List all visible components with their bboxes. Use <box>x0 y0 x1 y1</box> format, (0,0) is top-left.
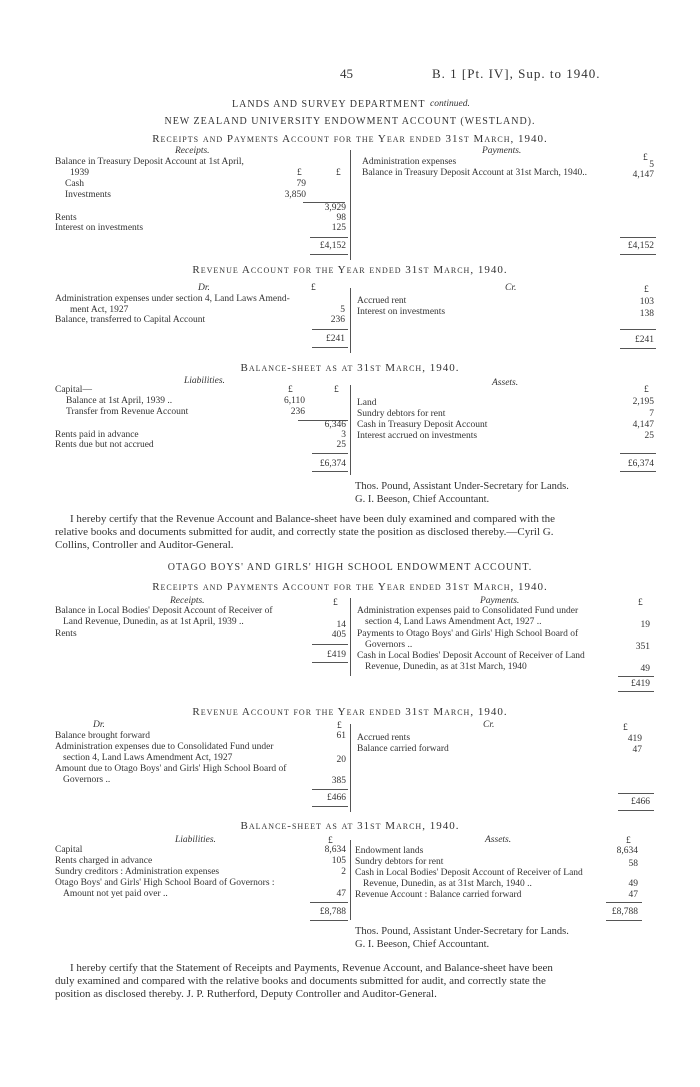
otago-rev-debit-3b: Governors .. <box>63 775 111 785</box>
nzu-bs-assets: Assets. <box>492 378 519 388</box>
department-continued: continued. <box>430 99 470 109</box>
otago-bs-liab-4b: Amount not yet paid over .. <box>63 889 168 899</box>
otago-bs-title: Balance-sheet as at 31st March, 1940. <box>240 820 460 832</box>
nzu-rp-rents-value: 98 <box>336 213 346 223</box>
otago-certificate-line-1: I hereby certify that the Statement of Receipts and Payments, Revenue Account, and Balance-sheet have been <box>70 962 553 974</box>
otago-payments-heading: Payments. <box>480 596 520 606</box>
otago-bs-asset-4-value: 47 <box>628 890 638 900</box>
nzu-rev-debit-1-value: 5 <box>340 305 345 315</box>
nzu-bs-asset-2-value: 7 <box>649 409 654 419</box>
otago-rev-debit-1-value: 61 <box>336 731 346 741</box>
otago-rev-credit-total: £466 <box>631 797 650 807</box>
otago-receipts-heading: Receipts. <box>170 596 205 606</box>
otago-bs-asset-3-value: 49 <box>628 879 638 889</box>
otago-rp-receipt-1b: Land Revenue, Dunedin, as at 1st April, 1939 .. <box>63 617 244 627</box>
otago-rev-debit-3-value: 385 <box>331 776 346 786</box>
nzu-rp-interest-label: Interest on investments <box>55 223 144 233</box>
nzu-rev-dr: Dr. <box>198 283 210 293</box>
nzu-rev-debit-1: Administration expenses under section 4, Land Laws Amend- <box>55 294 290 304</box>
otago-bs-asset-1: Endowment lands <box>355 846 424 856</box>
otago-bs-asset-2-value: 58 <box>628 859 638 869</box>
otago-rp-payment-2b: Governors .. <box>365 640 413 650</box>
nzu-rp-payment-1-value: 5 <box>649 160 654 170</box>
nzu-bs-asset-3-value: 4,147 <box>632 420 654 430</box>
otago-account-title: OTAGO BOYS' AND GIRLS' HIGH SCHOOL ENDOWMENT ACCOUNT. <box>167 562 533 573</box>
otago-bs-liab-1: Capital <box>55 845 83 855</box>
nzu-rp-pound-outer: £ <box>336 168 341 178</box>
nzu-rev-debit-2: Balance, transferred to Capital Account <box>55 315 206 325</box>
nzu-rp-cash-label: Cash <box>65 179 84 189</box>
otago-revenue-title: Revenue Account for the Year ended 31st March, 1940. <box>192 706 508 718</box>
otago-bs-asset-3b: Revenue, Dunedin, as at 31st March, 1940 .. <box>363 879 532 889</box>
otago-rev-dr: Dr. <box>93 720 105 730</box>
otago-rp-receipt-1-value: 14 <box>336 620 346 630</box>
otago-rp-pound-left: £ <box>333 598 338 608</box>
otago-rev-credit-2: Balance carried forward <box>357 744 449 754</box>
nzu-rev-credit-1-value: 103 <box>639 297 654 307</box>
nzu-rev-debit-total: £241 <box>326 334 345 344</box>
nzu-rev-pound-left: £ <box>311 283 316 293</box>
otago-bs-liab-2-value: 105 <box>331 856 346 866</box>
nzu-rev-credit-2-value: 138 <box>639 309 654 319</box>
otago-rev-credit-1-value: 419 <box>627 734 642 744</box>
otago-rp-payments-total: £419 <box>631 679 650 689</box>
nzu-rev-debit-2-value: 236 <box>330 315 345 325</box>
otago-bs-liab-3: Sundry creditors : Administration expenses <box>55 867 220 877</box>
otago-rev-debit-2-value: 20 <box>336 755 346 765</box>
otago-bs-liab-4: Otago Boys' and Girls' High School Board of Governors : <box>55 878 275 888</box>
nzu-rp-payment-1: Administration expenses <box>362 157 457 167</box>
otago-rp-payment-1-value: 19 <box>640 620 650 630</box>
otago-rp-receipt-1: Balance in Local Bodies' Deposit Account of Receiver of <box>55 606 273 616</box>
nzu-bs-rents-advance-value: 3 <box>341 430 346 440</box>
nzu-bs-asset-1: Land <box>357 398 377 408</box>
otago-rev-debit-2: Administration expenses due to Consolidated Fund under <box>55 742 274 752</box>
nzu-bs-liabilities-total: £6,374 <box>319 459 346 469</box>
nzu-rp-interest-value: 125 <box>331 223 346 233</box>
nzu-signature-1: Thos. Pound, Assistant Under-Secretary for Lands. <box>355 481 569 492</box>
otago-rp-payment-2: Payments to Otago Boys' and Girls' High School Board of <box>357 629 579 639</box>
otago-bs-pound-right: £ <box>626 836 631 846</box>
nzu-rp-cash-value: 79 <box>296 179 306 189</box>
nzu-bs-rents-advance: Rents paid in advance <box>55 430 139 440</box>
nzu-bs-asset-4: Interest accrued on investments <box>357 431 478 441</box>
otago-bs-asset-2: Sundry debtors for rent <box>355 857 444 867</box>
nzu-bs-liabilities: Liabilities. <box>184 376 225 386</box>
nzu-rev-cr: Cr. <box>505 283 517 293</box>
otago-rev-debit-total: £466 <box>327 793 346 803</box>
nzu-rp-payments-total: £4,152 <box>627 241 654 251</box>
nzu-bs-capital-sum: 6,346 <box>324 420 346 430</box>
nzu-bs-pound-inner: £ <box>288 385 293 395</box>
nzu-rev-pound-right: £ <box>644 285 649 295</box>
otago-rp-receipt-2-value: 405 <box>331 630 346 640</box>
otago-rp-payment-1b: section 4, Land Laws Amendment Act, 1927 .. <box>365 617 542 627</box>
otago-signature-1: Thos. Pound, Assistant Under-Secretary for Lands. <box>355 926 569 937</box>
otago-rev-cr: Cr. <box>483 720 495 730</box>
nzu-rp-payment-2: Balance in Treasury Deposit Account at 31st March, 1940.. <box>362 168 588 178</box>
nzu-rev-credit-1: Accrued rent <box>357 296 407 306</box>
nzu-rp-payment-2-value: 4,147 <box>632 170 654 180</box>
nzu-rp-line1: Balance in Treasury Deposit Account at 1st April, <box>55 157 244 167</box>
otago-rev-credit-2-value: 47 <box>632 745 642 755</box>
nzu-bs-capital: Capital— <box>55 385 92 395</box>
otago-certificate-line-2: duly examined and compared with the relative books and documents submitted for audit, and correctly state the <box>55 975 546 987</box>
otago-bs-liab-4-value: 47 <box>336 889 346 899</box>
otago-rev-pound-right: £ <box>623 723 628 733</box>
nzu-rp-investments-value: 3,850 <box>284 190 306 200</box>
nzu-bs-capital-1-value: 6,110 <box>283 396 305 406</box>
document-reference: B. 1 [Pt. IV], Sup. to 1940. <box>432 66 601 81</box>
nzu-rp-title: Receipts and Payments Account for the Year ended 31st March, 1940. <box>152 133 548 145</box>
nzu-rp-rents-label: Rents <box>55 213 77 223</box>
otago-rp-payment-3: Cash in Local Bodies' Deposit Account of Receiver of Land <box>357 651 585 661</box>
otago-bs-liab-3-value: 2 <box>341 867 346 877</box>
otago-rp-title: Receipts and Payments Account for the Year ended 31st March, 1940. <box>152 581 548 593</box>
otago-rev-debit-1: Balance brought forward <box>55 731 150 741</box>
otago-rp-pound-right: £ <box>638 598 643 608</box>
otago-rp-payment-2-value: 351 <box>635 642 650 652</box>
otago-bs-liabilities: Liabilities. <box>175 835 216 845</box>
nzu-rp-pound-right: £ <box>643 153 648 163</box>
nzu-rp-pound-inner: £ <box>297 168 302 178</box>
nzu-bs-rents-not-accrued-value: 25 <box>336 440 346 450</box>
nzu-rp-receipts-total: £4,152 <box>319 241 346 251</box>
otago-rp-payment-1: Administration expenses paid to Consolidated Fund under <box>357 606 579 616</box>
nzu-rev-debit-1b: ment Act, 1927 <box>70 305 129 315</box>
nzu-bs-assets-total: £6,374 <box>627 459 654 469</box>
nzu-rev-credit-total: £241 <box>635 335 654 345</box>
nzu-signature-2: G. I. Beeson, Chief Accountant. <box>355 494 490 505</box>
nzu-bs-capital-2-value: 236 <box>290 407 305 417</box>
otago-rev-pound-left: £ <box>337 721 342 731</box>
nzu-certificate-line-2: relative books and documents submitted for audit, and correctly state the position as disclosed thereby.—Cyril G. <box>55 526 554 538</box>
otago-bs-liabilities-total: £8,788 <box>319 907 346 917</box>
otago-rev-credit-1: Accrued rents <box>357 733 411 743</box>
nzu-bs-asset-4-value: 25 <box>644 431 654 441</box>
department-title: LANDS AND SURVEY DEPARTMENT <box>232 99 426 110</box>
nzu-rev-credit-2: Interest on investments <box>357 307 446 317</box>
otago-bs-asset-3: Cash in Local Bodies' Deposit Account of Receiver of Land <box>355 868 583 878</box>
nzu-bs-asset-2: Sundry debtors for rent <box>357 409 446 419</box>
otago-rp-receipt-2: Rents <box>55 629 77 639</box>
otago-bs-assets-total: £8,788 <box>611 907 638 917</box>
nzu-payments-heading: Payments. <box>482 146 522 156</box>
nzu-revenue-title: Revenue Account for the Year ended 31st March, 1940. <box>192 264 508 276</box>
otago-rev-debit-2b: section 4, Land Laws Amendment Act, 1927 <box>63 753 233 763</box>
nzu-bs-capital-1: Balance at 1st April, 1939 .. <box>66 396 173 406</box>
otago-bs-assets: Assets. <box>485 835 512 845</box>
otago-rp-payment-3b: Revenue, Dunedin, as at 31st March, 1940 <box>365 662 527 672</box>
otago-bs-pound-left: £ <box>328 836 333 846</box>
otago-rp-payment-3-value: 49 <box>640 664 650 674</box>
nzu-account-title: NEW ZEALAND UNIVERSITY ENDOWMENT ACCOUNT (WESTLAND). <box>164 116 536 127</box>
otago-bs-asset-4: Revenue Account : Balance carried forward <box>355 890 522 900</box>
nzu-receipts-heading: Receipts. <box>175 146 210 156</box>
nzu-rp-investments-label: Investments <box>65 190 111 200</box>
otago-bs-liab-1-value: 8,634 <box>324 845 346 855</box>
otago-bs-asset-1-value: 8,634 <box>616 846 638 856</box>
otago-signature-2: G. I. Beeson, Chief Accountant. <box>355 939 490 950</box>
nzu-rp-line2: 1939 <box>70 168 89 178</box>
otago-rev-debit-3: Amount due to Otago Boys' and Girls' High School Board of <box>55 764 287 774</box>
otago-bs-liab-2: Rents charged in advance <box>55 856 153 866</box>
page-number: 45 <box>340 66 353 81</box>
nzu-bs-capital-2: Transfer from Revenue Account <box>66 407 189 417</box>
nzu-bs-pound-right: £ <box>644 385 649 395</box>
nzu-rp-subtotal: 3,929 <box>324 203 346 213</box>
nzu-bs-asset-3: Cash in Treasury Deposit Account <box>357 420 488 430</box>
nzu-bs-title: Balance-sheet as at 31st March, 1940. <box>240 362 460 374</box>
otago-rp-receipts-total: £419 <box>327 650 346 660</box>
otago-certificate-line-3: position as disclosed thereby. J. P. Rutherford, Deputy Controller and Auditor-General. <box>55 988 437 1000</box>
nzu-bs-pound-outer: £ <box>334 385 339 395</box>
nzu-bs-asset-1-value: 2,195 <box>632 397 654 407</box>
nzu-certificate-line-1: I hereby certify that the Revenue Account and Balance-sheet have been duly examined and compared with the <box>70 513 556 525</box>
nzu-certificate-line-3: Collins, Controller and Auditor-General. <box>55 539 234 551</box>
nzu-bs-rents-not-accrued: Rents due but not accrued <box>55 440 154 450</box>
